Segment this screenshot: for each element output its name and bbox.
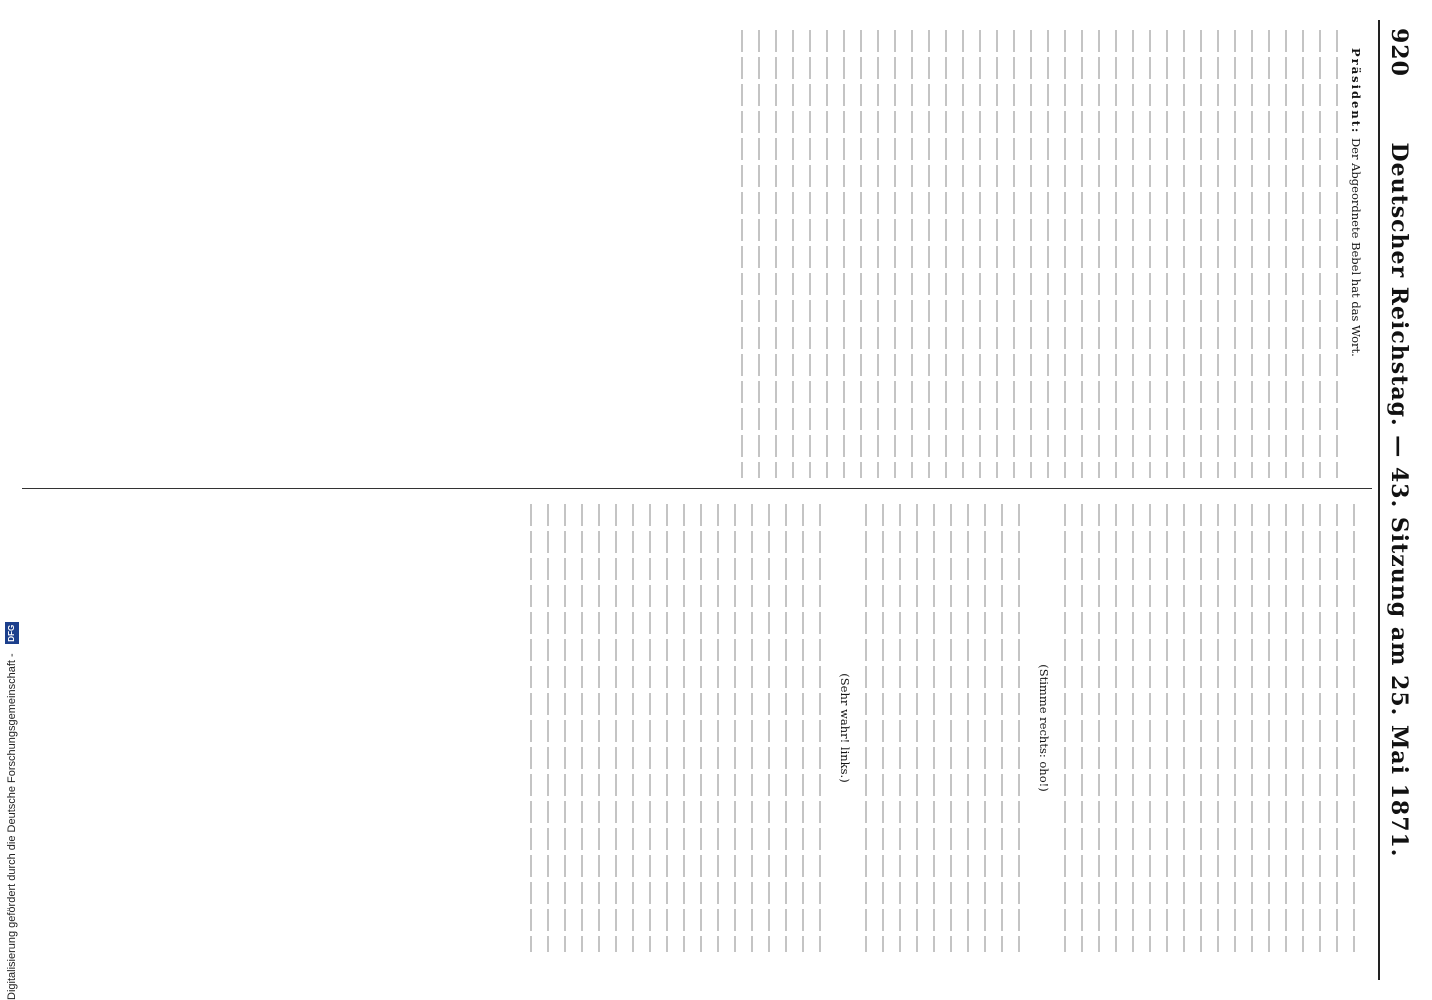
body-paragraph	[1194, 30, 1211, 478]
column-divider	[22, 488, 1372, 489]
body-paragraph	[1296, 30, 1313, 478]
body-paragraph	[575, 504, 592, 952]
right-paragraphs-middle	[859, 504, 1029, 952]
body-paragraph	[1177, 30, 1194, 478]
body-paragraph	[893, 504, 910, 952]
page-number: 920	[1386, 28, 1412, 77]
body-paragraph	[1126, 504, 1143, 952]
body-paragraph	[1058, 504, 1075, 952]
body-paragraph	[752, 30, 769, 478]
body-paragraph	[1126, 30, 1143, 478]
body-paragraph	[1109, 504, 1126, 952]
dfg-logo: DFG	[5, 622, 19, 644]
body-paragraph	[1347, 504, 1364, 952]
right-paragraphs-bottom	[524, 504, 830, 952]
body-paragraph	[939, 30, 956, 478]
body-paragraph	[1313, 30, 1330, 478]
opening-text: Der Abgeordnete Bebel hat das Wort.	[1349, 137, 1363, 357]
body-paragraph	[660, 504, 677, 952]
body-paragraph	[990, 30, 1007, 478]
body-paragraph	[728, 504, 745, 952]
body-paragraph	[837, 30, 854, 478]
body-paragraph	[1012, 504, 1029, 952]
body-paragraph	[762, 504, 779, 952]
body-paragraph	[796, 504, 813, 952]
right-column	[24, 504, 1364, 952]
body-paragraph	[1262, 504, 1279, 952]
body-paragraph	[643, 504, 660, 952]
body-paragraph	[978, 504, 995, 952]
body-paragraph	[626, 504, 643, 952]
body-paragraph	[995, 504, 1012, 952]
body-paragraph	[745, 504, 762, 952]
document-page	[16, 20, 1416, 980]
opening-paragraph	[1347, 30, 1364, 478]
body-paragraph	[1092, 30, 1109, 478]
body-paragraph	[769, 30, 786, 478]
body-paragraph	[813, 504, 830, 952]
body-paragraph	[541, 504, 558, 952]
body-paragraph	[1092, 504, 1109, 952]
body-paragraph	[859, 504, 876, 952]
body-paragraph	[711, 504, 728, 952]
body-paragraph	[1313, 504, 1330, 952]
body-paragraph	[1262, 30, 1279, 478]
body-paragraph	[1279, 504, 1296, 952]
left-column	[24, 30, 1364, 478]
body-paragraph	[871, 30, 888, 478]
body-paragraph	[1024, 30, 1041, 478]
body-paragraph	[1228, 30, 1245, 478]
body-paragraph	[1177, 504, 1194, 952]
body-paragraph	[910, 504, 927, 952]
body-paragraph	[1143, 30, 1160, 478]
left-paragraphs	[735, 30, 1347, 478]
body-paragraph	[905, 30, 922, 478]
body-paragraph	[973, 30, 990, 478]
digitization-credit	[2, 0, 22, 1000]
stage-remark: (Stimme rechts: oho!)	[1037, 664, 1051, 792]
body-paragraph	[609, 504, 626, 952]
body-paragraph	[524, 504, 541, 952]
body-paragraph	[1075, 504, 1092, 952]
body-paragraph	[592, 504, 609, 952]
body-paragraph	[1058, 30, 1075, 478]
body-paragraph	[735, 30, 752, 478]
body-paragraph	[956, 30, 973, 478]
body-paragraph	[1075, 30, 1092, 478]
body-paragraph	[1228, 504, 1245, 952]
body-paragraph	[1211, 30, 1228, 478]
body-paragraph	[1194, 504, 1211, 952]
body-paragraph	[876, 504, 893, 952]
body-paragraph	[1109, 30, 1126, 478]
body-paragraph	[944, 504, 961, 952]
body-paragraph	[677, 504, 694, 952]
body-paragraph	[1330, 30, 1347, 478]
stage-remark: (Sehr wahr! links.)	[838, 673, 852, 783]
body-paragraph	[922, 30, 939, 478]
speaker-label: Präsident:	[1349, 48, 1363, 135]
body-paragraph	[1160, 30, 1177, 478]
body-paragraph	[1245, 30, 1262, 478]
body-paragraph	[1160, 504, 1177, 952]
body-paragraph	[888, 30, 905, 478]
body-paragraph	[694, 504, 711, 952]
body-paragraph	[1211, 504, 1228, 952]
body-paragraph	[1007, 30, 1024, 478]
body-paragraph	[558, 504, 575, 952]
body-paragraph	[820, 30, 837, 478]
body-paragraph	[1143, 504, 1160, 952]
body-paragraph	[961, 504, 978, 952]
running-title: Deutscher Reichstag. — 43. Sitzung am 25. Mai 1871.	[1386, 142, 1412, 858]
credit-text: Digitalisierung gefördert durch die Deutsche Forschungsgemeinschaft -	[6, 653, 19, 1000]
body-paragraph	[1041, 30, 1058, 478]
body-paragraph	[927, 504, 944, 952]
body-paragraph	[1279, 30, 1296, 478]
body-paragraph	[779, 504, 796, 952]
body-paragraph	[1296, 504, 1313, 952]
right-paragraphs-top	[1058, 504, 1364, 952]
body-paragraph	[854, 30, 871, 478]
body-paragraph	[1330, 504, 1347, 952]
body-paragraph	[786, 30, 803, 478]
body-paragraph	[1245, 504, 1262, 952]
header-rule	[1378, 20, 1380, 980]
body-paragraph	[803, 30, 820, 478]
page-header	[1382, 20, 1416, 980]
